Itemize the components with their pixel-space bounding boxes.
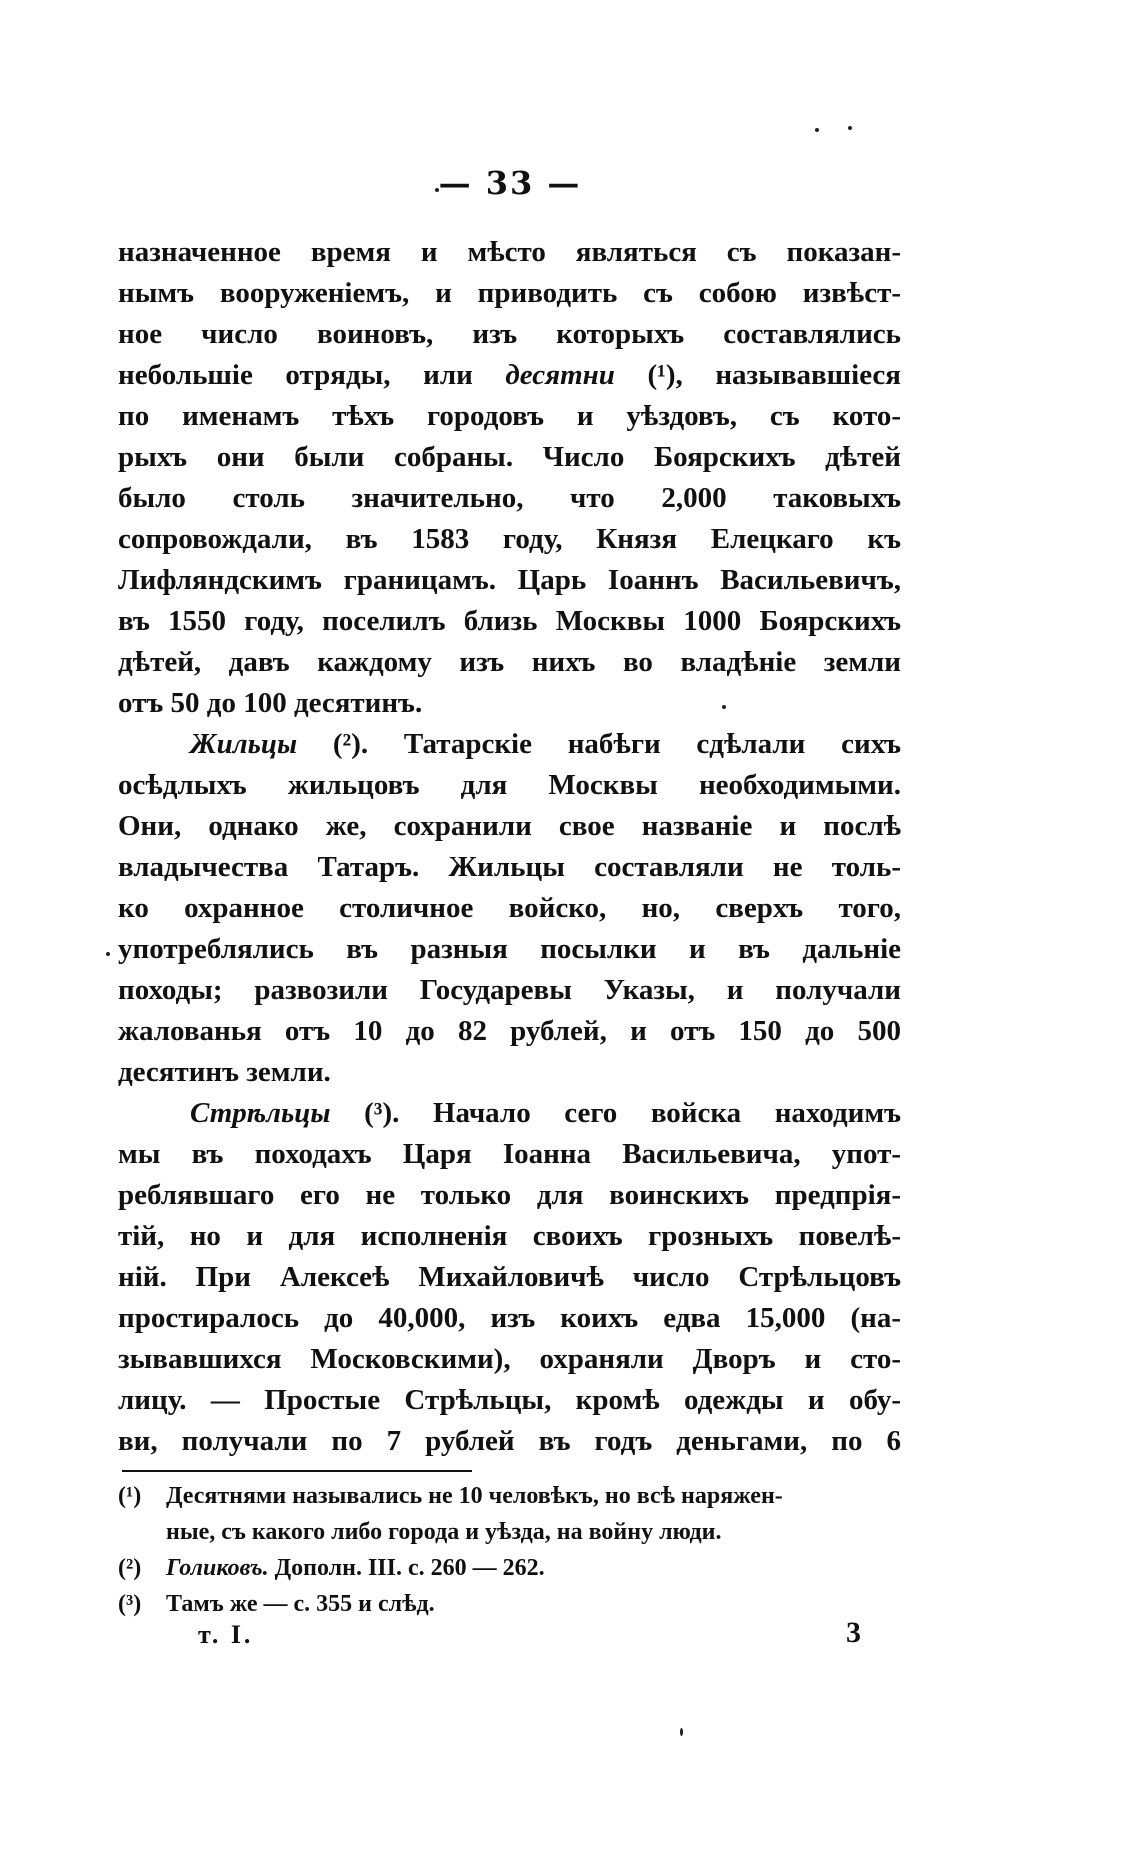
footnote-text: Дополн. III. с. 260 — 262. [274, 1555, 545, 1581]
text-line: ній. При Алексеѣ Михайловичѣ число Стрѣльцовъ [118, 1261, 901, 1293]
text-segment: небольшіе отряды, или [118, 359, 473, 391]
text-line [118, 355, 901, 396]
footnote-1 [118, 1478, 901, 1514]
text-line: рыхъ они были собраны. Число Боярскихъ дѣтей [118, 441, 901, 473]
text-line [118, 1093, 901, 1134]
footnote-text: Тамъ же — с. 355 и слѣд. [166, 1591, 435, 1617]
footnote-2 [118, 1550, 901, 1586]
text-line: Они, однако же, сохранили свое названіе и послѣ [118, 810, 901, 842]
footnote-mark: (²) [118, 1555, 142, 1581]
text-segment: (³). Начало сего войска находимъ [364, 1097, 901, 1129]
page-number: — 33 — [438, 164, 582, 202]
term-streltsy: Стрѣльцы [190, 1097, 331, 1129]
text-line: лицу. — Простые Стрѣльцы, кромѣ одежды и обу- [118, 1384, 901, 1416]
text-line: сопровождали, въ 1583 году, Князя Елецкаго къ [118, 523, 901, 555]
footnote-text: Десятнями назывались не 10 человѣкъ, но всѣ наряжен- [166, 1483, 783, 1509]
ink-speck [848, 126, 852, 130]
text-line: было столь значительно, что 2,000 таковыхъ [118, 482, 901, 514]
footnote-mark: (¹) [118, 1483, 142, 1509]
text-line: мы въ походахъ Царя Іоанна Васильевича, упот- [118, 1138, 901, 1170]
ink-speck [815, 128, 819, 132]
sheet-number: 3 [846, 1616, 861, 1649]
term-zhiltsy: Жильцы [190, 728, 298, 760]
volume-signature: т. I. [198, 1620, 254, 1649]
text-line: ное число воиновъ, изъ которыхъ составлялись [118, 318, 901, 350]
footnotes [118, 1478, 901, 1622]
text-line: употреблялись въ разныя посылки и въ дальніе [118, 933, 901, 965]
ink-speck [106, 952, 110, 956]
text-line: владычества Татаръ. Жильцы составляли не толь- [118, 851, 901, 883]
text-segment: называвшіеся [715, 359, 901, 391]
text-line: по именамъ тѣхъ городовъ и уѣздовъ, съ кото- [118, 400, 901, 432]
footnote-author: Голиковъ. [166, 1555, 269, 1581]
ink-speck [680, 1728, 683, 1736]
text-line: простиралось до 40,000, изъ коихъ едва 15,000 (на- [118, 1302, 901, 1334]
text-line: дѣтей, давъ каждому изъ нихъ во владѣніе земли [118, 646, 901, 678]
main-text [118, 232, 901, 1462]
text-line: осѣдлыхъ жильцовъ для Москвы необходимыми. [118, 769, 901, 801]
text-line: въ 1550 году, поселилъ близь Москвы 1000 Боярскихъ [118, 605, 901, 637]
text-line: жалованья отъ 10 до 82 рублей, и отъ 150 до 500 [118, 1015, 901, 1047]
text-line: отъ 50 до 100 десятинъ. [118, 687, 423, 719]
text-line: реблявшаго его не только для воинскихъ предпрія- [118, 1179, 901, 1211]
term-desyatni: десятни [505, 359, 615, 391]
footnote-divider [122, 1470, 472, 1472]
text-line: ви, получали по 7 рублей въ годъ деньгами, по 6 [118, 1425, 901, 1457]
footnote-mark: (³) [118, 1591, 142, 1617]
text-line: десятинъ земли. [118, 1056, 331, 1088]
text-line: нымъ вооруженіемъ, и приводить съ собою извѣст- [118, 277, 901, 309]
text-segment: (²). Татарскіе набѣги сдѣлали сихъ [332, 728, 901, 760]
text-line [118, 724, 901, 765]
footnote-3 [118, 1586, 901, 1622]
text-line: Лифляндскимъ границамъ. Царь Іоаннъ Васильевичъ, [118, 564, 901, 596]
footnote-ref-1[interactable]: (¹), [647, 359, 683, 391]
text-line: походы; развозили Государевы Указы, и получали [118, 974, 901, 1006]
footnote-1-continuation: ные, съ какого либо города и уѣзда, на войну люди. [166, 1519, 722, 1545]
text-line: тій, но и для исполненія своихъ грозныхъ повелѣ- [118, 1220, 901, 1252]
text-line: назначенное время и мѣсто являться съ показан- [118, 236, 901, 268]
text-line: ко охранное столичное войско, но, сверхъ того, [118, 892, 901, 924]
text-line: зывавшихся Московскими), охраняли Дворъ и сто- [118, 1343, 901, 1375]
